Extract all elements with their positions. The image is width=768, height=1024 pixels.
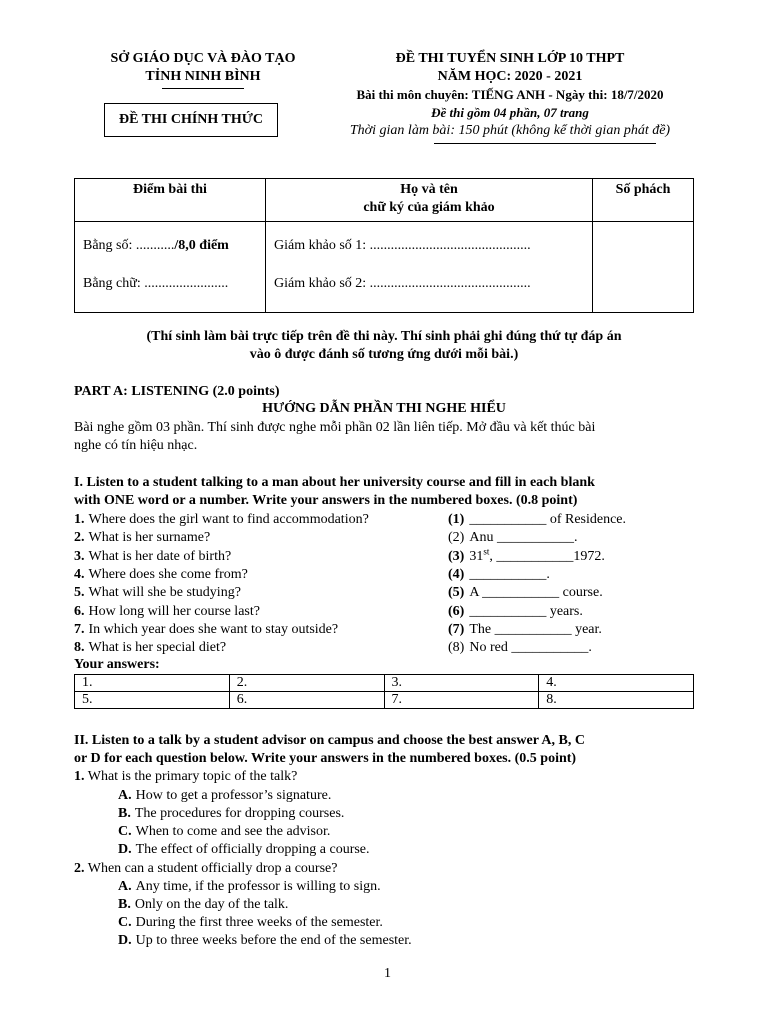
- answer-cell[interactable]: 6.: [229, 692, 384, 709]
- answer-text: A ___________ course.: [469, 585, 603, 600]
- answer-text: ___________ of Residence.: [469, 512, 627, 527]
- department-name: SỞ GIÁO DỤC VÀ ĐÀO TẠO: [110, 51, 296, 66]
- option-row: [118, 932, 412, 949]
- score-by-number: Bằng số: .........../8,0 điểm: [83, 238, 229, 253]
- header-underline: [162, 88, 244, 89]
- question-number: 5.: [74, 585, 85, 600]
- exam-duration: Thời gian làm bài: 150 phút (không kể thời gian phát đề): [349, 123, 671, 138]
- exam-pages: Đề thi gồm 04 phần, 07 trang: [431, 105, 589, 120]
- page-number: 1: [384, 966, 391, 981]
- question-text: How long will her course last?: [88, 604, 260, 619]
- answer-blank: [448, 511, 626, 528]
- score-header: Điểm bài thi: [75, 179, 266, 222]
- question-text: What is her special diet?: [88, 640, 227, 655]
- section2-question-1: [74, 768, 297, 785]
- question-row: [74, 511, 369, 528]
- option-row: [118, 914, 383, 931]
- answer-number: (7): [448, 622, 465, 637]
- answer-text: 31st, ___________1972.: [469, 546, 605, 564]
- section2-heading-line1: II. Listen to a talk by a student advisor on campus and choose the best answer A, B, C: [74, 733, 585, 748]
- official-exam-label: ĐỀ THI CHÍNH THỨC: [118, 112, 264, 127]
- option-letter: B.: [118, 897, 131, 912]
- question-row: [74, 529, 210, 546]
- answer-number: (5): [448, 585, 465, 600]
- question-number: 2.: [74, 861, 85, 876]
- examiner-1: Giám khảo số 1: ..............................................: [274, 238, 531, 253]
- answer-number: (3): [448, 549, 465, 564]
- department-header: [70, 50, 336, 86]
- question-row: [74, 584, 241, 601]
- question-text: What will she be studying?: [88, 585, 241, 600]
- question-number: 3.: [74, 549, 85, 564]
- secret-number-header: Số phách: [593, 179, 694, 222]
- examiner-2: Giám khảo số 2: ..............................................: [274, 276, 531, 291]
- answer-number: (8): [448, 640, 465, 655]
- answer-cell[interactable]: 8.: [539, 692, 694, 709]
- answer-blank: [448, 584, 603, 601]
- question-row: [74, 603, 260, 620]
- school-year: NĂM HỌC: 2020 - 2021: [437, 69, 583, 84]
- question-number: 1.: [74, 769, 85, 784]
- option-text: How to get a professor’s signature.: [135, 788, 332, 803]
- answer-blank: [448, 639, 592, 656]
- option-letter: A.: [118, 788, 132, 803]
- examiner-cell: [266, 222, 593, 313]
- question-text: Where does she come from?: [88, 567, 248, 582]
- answer-text: ___________.: [469, 567, 550, 582]
- option-text: Up to three weeks before the end of the semester.: [135, 933, 412, 948]
- question-text: What is her surname?: [88, 530, 211, 545]
- answer-blank: [448, 548, 605, 565]
- province-name: TỈNH NINH BÌNH: [145, 69, 261, 84]
- answer-text: No red ___________.: [469, 640, 592, 655]
- question-number: 7.: [74, 622, 85, 637]
- answer-number: (6): [448, 604, 465, 619]
- answer-text: Anu ___________.: [469, 530, 578, 545]
- option-row: [118, 878, 381, 895]
- section1-heading-line1: I. Listen to a student talking to a man about her university course and fill in each blank: [74, 475, 595, 490]
- option-text: Any time, if the professor is willing to sign.: [135, 879, 381, 894]
- exam-title: ĐỀ THI TUYỂN SINH LỚP 10 THPT: [395, 51, 625, 66]
- part-a-title: PART A: LISTENING (2.0 points): [74, 384, 280, 399]
- score-by-words: Bằng chữ: ........................: [83, 276, 229, 291]
- option-text: Only on the day of the talk.: [134, 897, 289, 912]
- score-max: /8,0 điểm: [174, 238, 229, 253]
- question-text: What is her date of birth?: [88, 549, 232, 564]
- duration-underline: [434, 143, 656, 144]
- answer-text: ___________ years.: [469, 604, 583, 619]
- option-row: [118, 841, 370, 858]
- option-text: During the first three weeks of the semester.: [135, 915, 383, 930]
- answer-cell[interactable]: 2.: [229, 675, 384, 692]
- official-exam-box: [104, 103, 278, 137]
- section2-heading-line2: or D for each question below. Write your answers in the numbered boxes. (0.5 point): [74, 751, 577, 766]
- examiner-header-line2: chữ ký của giám khảo: [363, 200, 495, 215]
- answers-table: [74, 674, 694, 709]
- part-a-intro-line2: nghe có tín hiệu nhạc.: [74, 438, 198, 453]
- answer-cell[interactable]: 3.: [384, 675, 539, 692]
- answer-text: The ___________ year.: [469, 622, 602, 637]
- question-row: [74, 639, 226, 656]
- question-number: 4.: [74, 567, 85, 582]
- question-number: 2.: [74, 530, 85, 545]
- answer-blank: [448, 621, 602, 638]
- answers-label: Your answers:: [74, 657, 160, 672]
- part-a-intro-line1: Bài nghe gồm 03 phần. Thí sinh được nghe mỗi phần 02 lần liên tiếp. Mở đầu và kết thúc bài: [74, 420, 596, 435]
- option-text: When to come and see the advisor.: [135, 824, 331, 839]
- question-text: When can a student officially drop a course?: [87, 861, 338, 876]
- answer-cell[interactable]: 7.: [384, 692, 539, 709]
- answer-blank: [448, 566, 550, 583]
- answer-number: (4): [448, 567, 465, 582]
- option-text: The procedures for dropping courses.: [134, 806, 345, 821]
- option-text: The effect of officially dropping a course.: [135, 842, 370, 857]
- question-row: [74, 621, 338, 638]
- option-letter: A.: [118, 879, 132, 894]
- question-text: Where does the girl want to find accommodation?: [88, 512, 369, 527]
- option-row: [118, 823, 330, 840]
- question-number: 8.: [74, 640, 85, 655]
- instruction-line1: (Thí sinh làm bài trực tiếp trên đề thi này. Thí sinh phải ghi đúng thứ tự đáp án: [146, 329, 622, 344]
- option-letter: C.: [118, 915, 132, 930]
- examiner-header: [266, 179, 593, 222]
- answer-cell[interactable]: 1.: [75, 675, 230, 692]
- answer-number: (1): [448, 512, 465, 527]
- answer-number: (2): [448, 530, 465, 545]
- option-letter: C.: [118, 824, 132, 839]
- option-row: [118, 787, 331, 804]
- question-row: [74, 566, 248, 583]
- exam-header: [305, 50, 715, 140]
- answer-cell[interactable]: 5.: [75, 692, 230, 709]
- part-a-subtitle: HƯỚNG DẪN PHẦN THI NGHE HIỂU: [262, 401, 506, 416]
- score-cell: [75, 222, 266, 313]
- answer-cell[interactable]: 4.: [539, 675, 694, 692]
- exam-subject-date: Bài thi môn chuyên: TIẾNG ANH - Ngày thi: 18/7/2020: [356, 87, 664, 102]
- question-number: 1.: [74, 512, 85, 527]
- score-table: [74, 178, 694, 313]
- examiner-header-line1: Họ và tên: [400, 182, 458, 197]
- question-text: In which year does she want to stay outside?: [88, 622, 339, 637]
- section2-question-2: [74, 860, 337, 877]
- option-letter: D.: [118, 842, 132, 857]
- question-number: 6.: [74, 604, 85, 619]
- secret-number-cell: [593, 222, 694, 313]
- section1-heading-line2: with ONE word or a number. Write your answers in the numbered boxes. (0.8 point): [74, 493, 578, 508]
- option-letter: B.: [118, 806, 131, 821]
- question-text: What is the primary topic of the talk?: [87, 769, 298, 784]
- option-row: [118, 805, 344, 822]
- answer-blank: [448, 603, 583, 620]
- option-row: [118, 896, 288, 913]
- answer-blank: [448, 529, 577, 546]
- instruction-line2: vào ô được đánh số tương ứng dưới mỗi bài.): [249, 347, 519, 362]
- question-row: [74, 548, 231, 565]
- instruction: [74, 328, 694, 364]
- option-letter: D.: [118, 933, 132, 948]
